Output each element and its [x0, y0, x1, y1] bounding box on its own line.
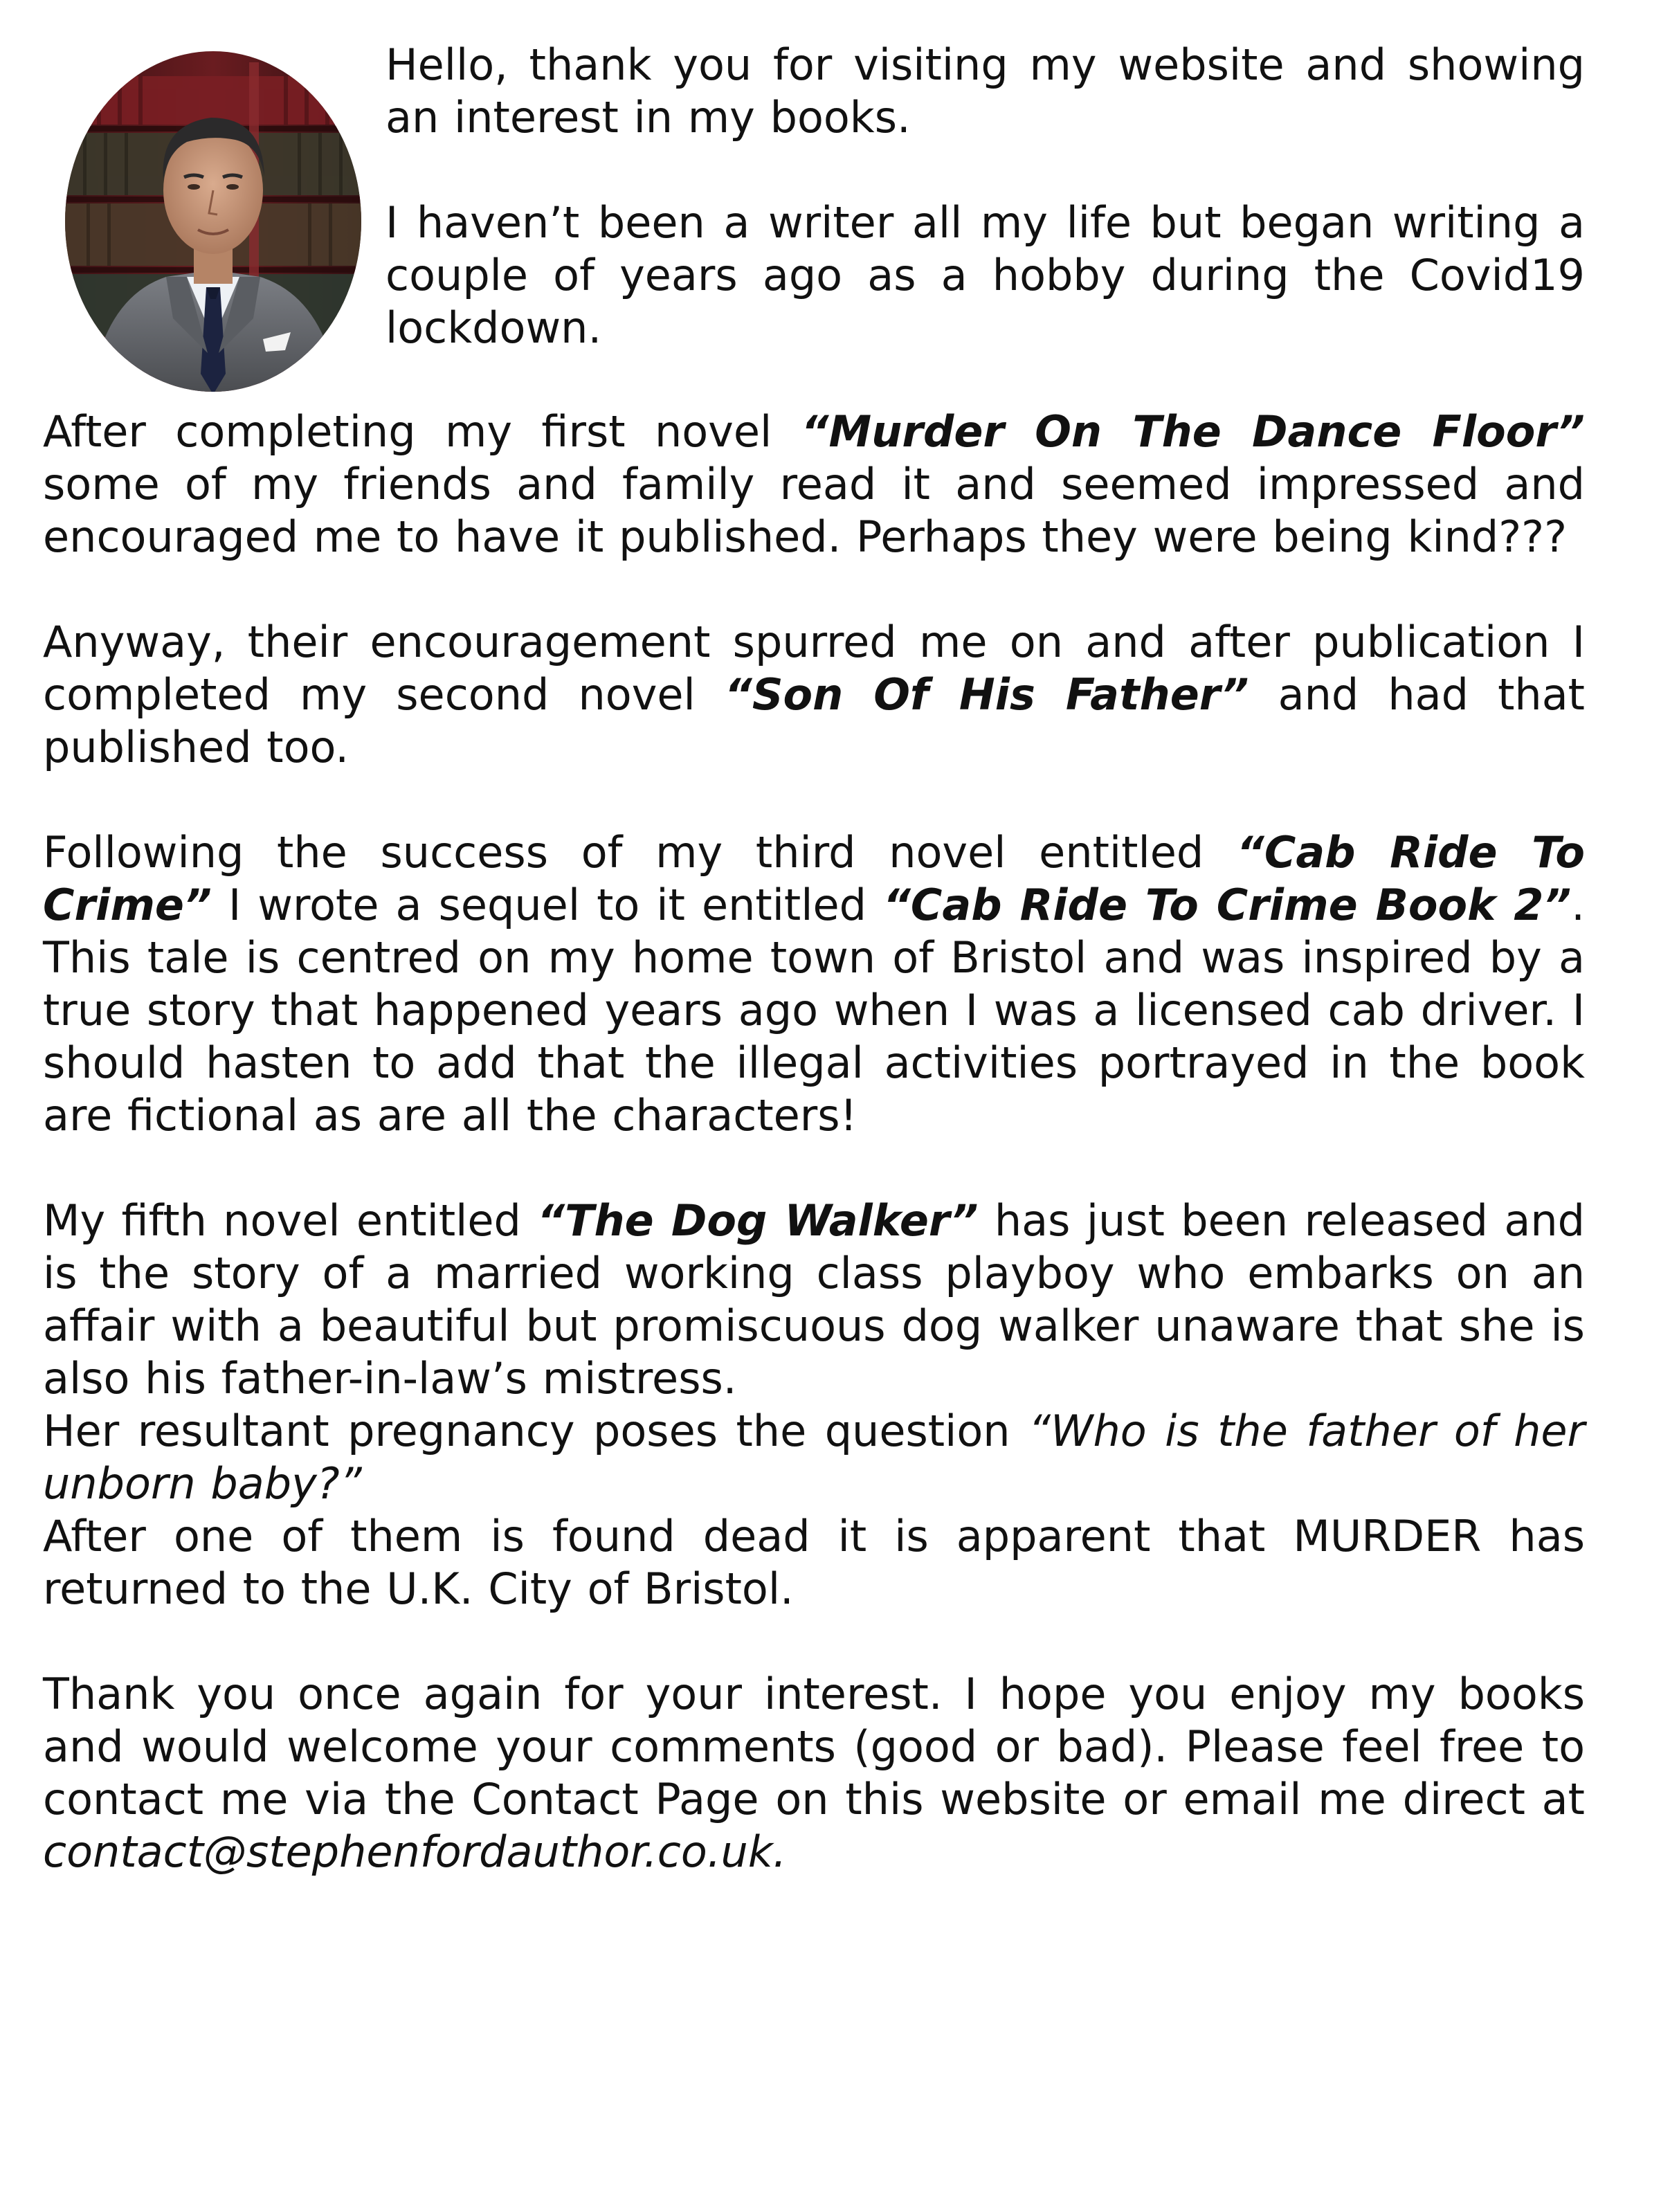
first-novel-text-a: After completing my first novel — [43, 406, 801, 457]
third-novel-text-a: Following the success of my third novel entitled — [43, 827, 1237, 878]
closing-paragraph — [43, 1668, 1585, 1878]
fifth-novel-text-a: My fifth novel entitled — [43, 1195, 538, 1246]
third-novel-text-b: I wrote a sequel to it entitled — [211, 880, 883, 930]
pregnancy-text: Her resultant pregnancy poses the question — [43, 1406, 1029, 1456]
third-novel-paragraph — [43, 826, 1585, 1142]
intro-text — [385, 39, 1585, 354]
second-novel-title: “Son Of His Father” — [724, 669, 1249, 720]
closing-text: Thank you once again for your interest. I hope you enjoy my books and would welcome your comments (good or bad). Please feel free to contact me via the Contact Page on this website or email me direct at — [43, 1669, 1585, 1824]
second-novel-text-b: and had that published too. — [43, 669, 1585, 772]
fifth-novel-text-b: has just been released and is the story of a married working class playboy who embarks on an affair with a beautiful but promiscuous dog walker unaware that she is also his father-in-law’s mistress. — [43, 1195, 1585, 1404]
first-novel-paragraph — [43, 406, 1585, 563]
body-text — [43, 406, 1585, 1878]
greeting-paragraph: Hello, thank you for visiting my website and showing an interest in my books. — [385, 39, 1585, 143]
fifth-novel-title: “The Dog Walker” — [537, 1195, 979, 1246]
pregnancy-question: “Who is the father of her unborn baby?” — [43, 1406, 1585, 1509]
third-novel-title: “Cab Ride To Crime” — [43, 827, 1585, 930]
murder-paragraph: After one of them is found dead it is apparent that MURDER has returned to the U.K. City of Bristol. — [43, 1511, 1585, 1614]
third-novel-text-c: . This tale is centred on my home town of Bristol and was inspired by a true story that happened years ago when I was a licensed cab driver. I should hasten to add that the illegal activities portrayed in the book are fictional as are all the characters! — [43, 880, 1586, 1141]
sequel-title: “Cab Ride To Crime Book 2” — [883, 880, 1572, 930]
first-novel-text-b: some of my friends and family read it and seemed impressed and encouraged me to have it published. Perhaps they were being kind??? — [43, 459, 1585, 562]
author-portrait-icon — [62, 48, 364, 395]
pregnancy-paragraph — [43, 1405, 1585, 1510]
contact-email-link[interactable]: contact@stephenfordauthor.co.uk. — [43, 1826, 787, 1877]
first-novel-title: “Murder On The Dance Floor” — [801, 406, 1585, 457]
second-novel-paragraph — [43, 616, 1585, 774]
author-portrait — [62, 48, 364, 395]
fifth-novel-paragraph — [43, 1195, 1585, 1405]
second-novel-text-a: Anyway, their encouragement spurred me on and after publication I completed my second novel — [43, 617, 1585, 720]
writer-background-paragraph: I haven’t been a writer all my life but began writing a couple of years ago as a hobby during the Covid19 lockdown. — [385, 197, 1585, 353]
